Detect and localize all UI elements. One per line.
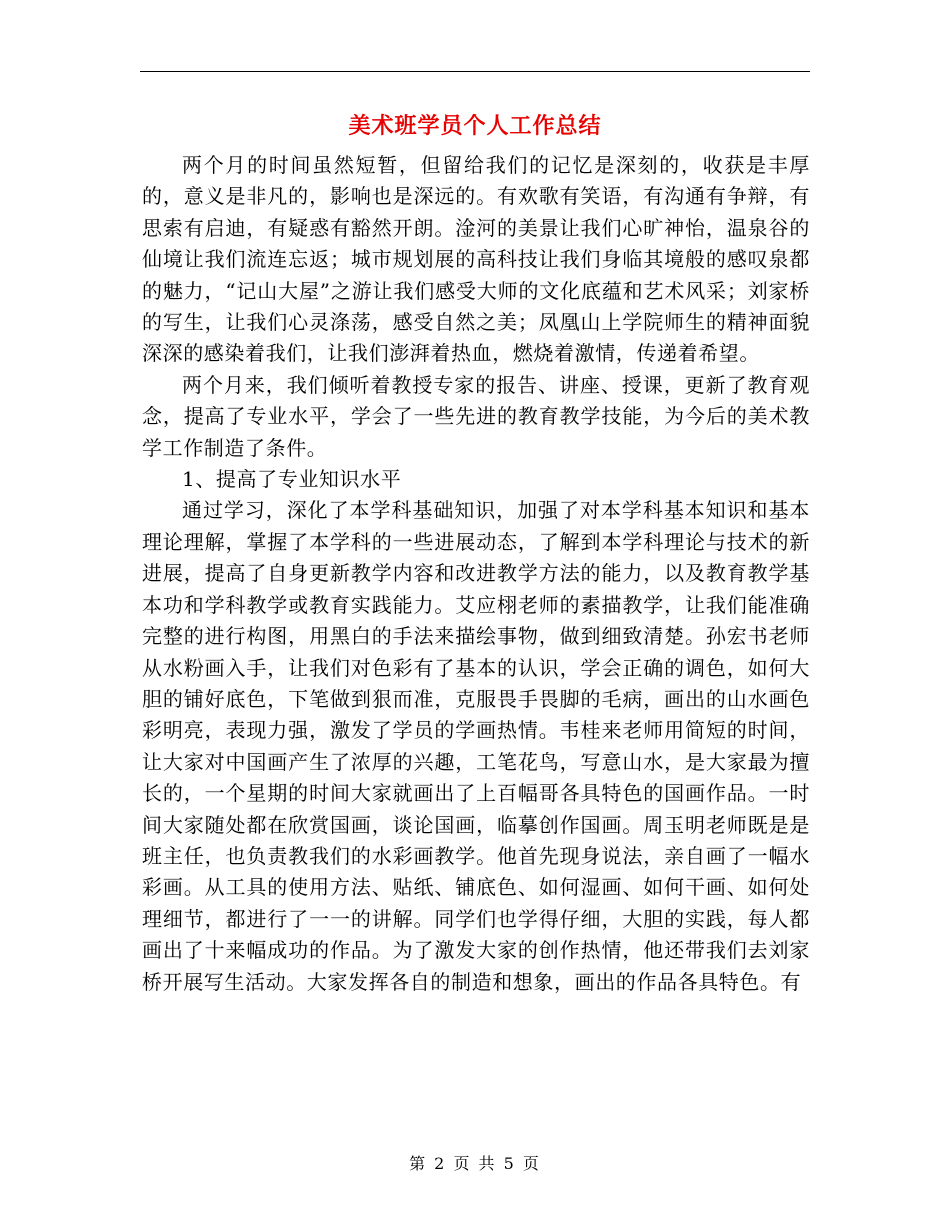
paragraph-two-months: 两个月来，我们倾听着教授专家的报告、讲座、授课，更新了教育观念，提高了专业水平，学会了一些先进的教育教学技能，为今后的美术教学工作制造了条件。 bbox=[142, 372, 810, 460]
paragraph-study-details: 通过学习，深化了本学科基础知识，加强了对本学科基本知识和基本理论理解，掌握了本学科的一些进展动态，了解到本学科理论与技术的新进展，提高了自身更新教学内容和改进教学方法的能力，以及教育教学基本功和学科教学或教育实践能力。艾应栩老师的素描教学，让我们能准确完整的进行构图，用黑白的手法来描绘事物，做到细致清楚。孙宏书老师从水粉画入手，让我们对色彩有了基本的认识，学会正确的调色，如何大胆的铺好底色，下笔做到狠而准，克服畏手畏脚的毛病，画出的山水画色彩明亮，表现力强，激发了学员的学画热情。韦桂来老师用简短的时间，让大家对中国画产生了浓厚的兴趣，工笔花鸟，写意山水，是大家最为擅长的，一个星期的时间大家就画出了上百幅哥各具特色的国画作品。一时间大家随处都在欣赏国画，谈论国画，临摹创作国画。周玉明老师既是是班主任，也负责教我们的水彩画教学。他首先现身说法，亲自画了一幅水彩画。从工具的使用方法、贴纸、铺底色、如何湿画、如何干画、如何处理细节，都进行了一一的讲解。同学们也学得仔细，大胆的实践，每人都画出了十来幅成功的作品。为了激发大家的创作热情，他还带我们去刘家桥开展写生活动。大家发挥各自的制造和想象，画出的作品各具特色。有 bbox=[142, 498, 810, 994]
document-title: 美术班学员个人工作总结 bbox=[348, 113, 602, 139]
document-body bbox=[142, 150, 810, 998]
paragraph-intro: 两个月的时间虽然短暂，但留给我们的记忆是深刻的，收获是丰厚的，意义是非凡的，影响也是深远的。有欢歌有笑语，有沟通有争辩，有思索有启迪，有疑惑有豁然开朗。淦河的美景让我们心旷神怡，温泉谷的仙境让我们流连忘返；城市规划展的高科技让我们身临其境般的感叹泉都的魅力，“记山大屋”之游让我们感受大师的文化底蕴和艺术风采；刘家桥的写生，让我们心灵涤荡，感受自然之美；凤凰山上学院师生的精神面貌深深的感染着我们，让我们澎湃着热血，燃烧着激情，传递着希望。 bbox=[142, 153, 810, 366]
section-heading-1: 1、提高了专业知识水平 bbox=[182, 467, 402, 492]
header-rule bbox=[140, 71, 810, 72]
page-number: 第 2 页 共 5 页 bbox=[409, 1154, 541, 1173]
